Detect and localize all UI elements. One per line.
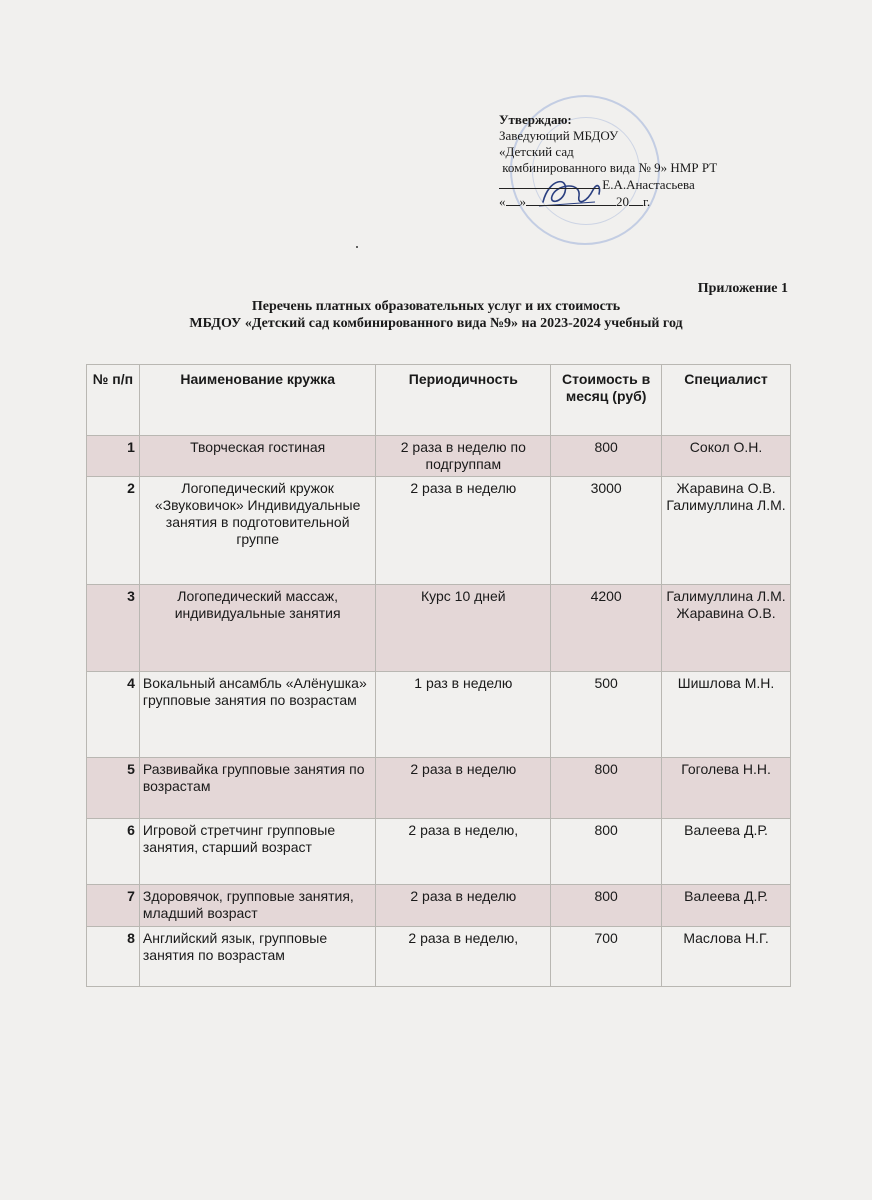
row-periodicity: Курс 10 дней	[376, 585, 551, 672]
table-row	[87, 819, 791, 885]
row-number: 7	[87, 885, 140, 927]
approval-block	[499, 112, 799, 210]
row-cost: 800	[551, 436, 662, 477]
row-periodicity: 2 раза в неделю,	[376, 819, 551, 885]
header-number: № п/п	[87, 365, 140, 436]
appendix-label: Приложение 1	[697, 281, 788, 296]
document-title: Перечень платных образовательных услуг и их стоимость	[251, 299, 621, 314]
table-row	[87, 672, 791, 758]
row-specialist: Шишлова М.Н.	[662, 672, 791, 758]
row-name: Логопедический кружок «Звуковичок» Индивидуальные занятия в подготовительной группе	[139, 477, 376, 585]
row-name: Здоровячок, групповые занятия, младший возраст	[139, 885, 376, 927]
row-cost: 800	[551, 758, 662, 819]
row-name: Вокальный ансамбль «Алёнушка» групповые занятия по возрастам	[139, 672, 376, 758]
date-quote-open: «	[499, 194, 506, 209]
organization-line-1: «Детский сад	[499, 144, 574, 159]
row-specialist: Маслова Н.Г.	[662, 927, 791, 987]
row-number: 3	[87, 585, 140, 672]
approver-signature-line	[499, 176, 799, 193]
table-header-row	[87, 365, 791, 436]
header-cost: Стоимость в месяц (руб)	[551, 365, 662, 436]
row-periodicity: 2 раза в неделю	[376, 758, 551, 819]
table-row	[87, 927, 791, 987]
row-name: Английский язык, групповые занятия по возрастам	[139, 927, 376, 987]
services-table	[86, 364, 791, 987]
row-cost: 4200	[551, 585, 662, 672]
table-row	[87, 585, 791, 672]
row-periodicity: 2 раза в неделю	[376, 477, 551, 585]
row-periodicity: 2 раза в неделю	[376, 885, 551, 927]
row-periodicity: 1 раз в неделю	[376, 672, 551, 758]
row-specialist: Валеева Д.Р.	[662, 819, 791, 885]
approval-date-line	[499, 193, 799, 210]
table-row	[87, 436, 791, 477]
row-specialist: Сокол О.Н.	[662, 436, 791, 477]
row-specialist: Валеева Д.Р.	[662, 885, 791, 927]
row-cost: 3000	[551, 477, 662, 585]
header-name: Наименование кружка	[139, 365, 376, 436]
row-specialist: Жаравина О.В. Галимуллина Л.М.	[662, 477, 791, 585]
row-number: 2	[87, 477, 140, 585]
table-row	[87, 885, 791, 927]
approver-name: Е.А.Анастасьева	[602, 177, 695, 192]
header-specialist: Специалист	[662, 365, 791, 436]
table-row	[87, 758, 791, 819]
row-number: 5	[87, 758, 140, 819]
table-row	[87, 477, 791, 585]
paper-speck	[356, 246, 358, 248]
row-name: Развивайка групповые занятия по возрастам	[139, 758, 376, 819]
row-number: 4	[87, 672, 140, 758]
signature-underline	[499, 176, 599, 189]
date-quote-close: »	[519, 194, 526, 209]
document-subtitle: МБДОУ «Детский сад комбинированного вида №9» на 2023-2024 учебный год	[189, 316, 683, 331]
approval-label: Утверждаю:	[499, 112, 572, 127]
organization-line-2: комбинированного вида № 9» НМР РТ	[499, 160, 718, 175]
date-suffix: г.	[643, 194, 651, 209]
row-cost: 800	[551, 885, 662, 927]
row-cost: 800	[551, 819, 662, 885]
row-name: Логопедический массаж, индивидуальные занятия	[139, 585, 376, 672]
row-cost: 700	[551, 927, 662, 987]
header-periodicity: Периодичность	[376, 365, 551, 436]
row-name: Творческая гостиная	[139, 436, 376, 477]
row-periodicity: 2 раза в неделю по подгруппам	[376, 436, 551, 477]
row-number: 1	[87, 436, 140, 477]
row-specialist: Галимуллина Л.М. Жаравина О.В.	[662, 585, 791, 672]
row-cost: 500	[551, 672, 662, 758]
row-name: Игровой стретчинг групповые занятия, старший возраст	[139, 819, 376, 885]
row-specialist: Гоголева Н.Н.	[662, 758, 791, 819]
row-periodicity: 2 раза в неделю,	[376, 927, 551, 987]
row-number: 6	[87, 819, 140, 885]
date-year: 20	[616, 194, 629, 209]
row-number: 8	[87, 927, 140, 987]
approver-position: Заведующий МБДОУ	[499, 128, 619, 143]
